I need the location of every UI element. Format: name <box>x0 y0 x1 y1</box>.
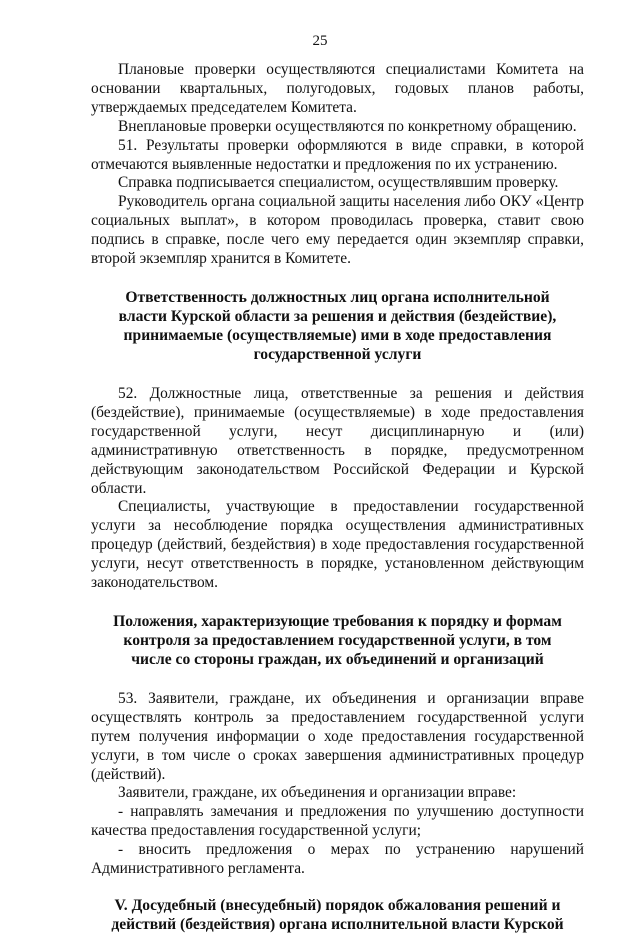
block-planned-inspections <box>91 61 584 269</box>
paragraph: Плановые проверки осуществляются специалистами Комитета на основании квартальных, полугодовых, годовых планов работы, утверждаемых председателем Комитета. <box>91 61 584 116</box>
paragraph: - вносить предложения о мерах по устранению нарушений Административного регламента. <box>91 841 584 878</box>
paragraph: Справка подписывается специалистом, осуществлявшим проверку. <box>118 174 559 192</box>
spacer <box>91 593 584 612</box>
paragraph: Заявители, граждане, их объединения и организации вправе: <box>118 784 517 802</box>
paragraph: - направлять замечания и предложения по улучшению доступности качества предоставления государственной услуги; <box>91 803 584 840</box>
page-content <box>91 61 584 934</box>
page-number: 25 <box>312 33 328 49</box>
block-responsibility <box>91 385 584 593</box>
spacer <box>91 269 584 288</box>
paragraph: 53. Заявители, граждане, их объединения и организации вправе осуществлять контроль за предоставлением государственной услуги путем получения информации о ходе предоставления государственной услуги, в том числе о сроках завершения административных процедур (действий). <box>91 689 584 783</box>
paragraph: 52. Должностные лица, ответственные за решения и действия (бездействие), принимаемые (осуществляемые) в ходе предоставления государственной услуги, несут дисциплинарную и (или) административную ответственность в порядке, предусмотренном действующим законодательством Российской Федерации и Курской области. <box>91 384 584 497</box>
paragraph: 51. Результаты проверки оформляются в виде справки, в которой отмечаются выявленные недостатки и предложения по их устранению. <box>91 136 584 173</box>
block-control <box>91 690 584 879</box>
spacer <box>91 364 584 385</box>
section-heading-v: V. Досудебный (внесудебный) порядок обжалования решений и действий (бездействия) органа исполнительной власти Курской <box>111 897 564 933</box>
paragraph: Внеплановые проверки осуществляются по конкретному обращению. <box>118 117 577 135</box>
section-heading-responsibility: Ответственность должностных лиц органа исполнительной власти Курской области за решения и действия (бездействие), принимаемые (осуществляемые) ими в ходе предоставления государственной услуги <box>118 288 557 363</box>
paragraph: Руководитель органа социальной защиты населения либо ОКУ «Центр социальных выплат», в котором проводилась проверка, ставит свою подпись в справке, после чего ему передается один экземпляр справки, второй экземпляр хранится в Комитете. <box>91 193 584 268</box>
spacer <box>91 669 584 690</box>
section-heading-control: Положения, характеризующие требования к порядку и формам контроля за предоставлением государственной услуги, в том числе со стороны граждан, их объединений и организаций <box>113 612 562 668</box>
spacer <box>91 879 584 896</box>
paragraph: Специалисты, участвующие в предоставлении государственной услуги за несоблюдение порядка осуществления административных процедур (действий, бездействия) в ходе предоставления государственной услуги, несут ответственность в порядке, установленном действующим законодательством. <box>91 498 584 592</box>
